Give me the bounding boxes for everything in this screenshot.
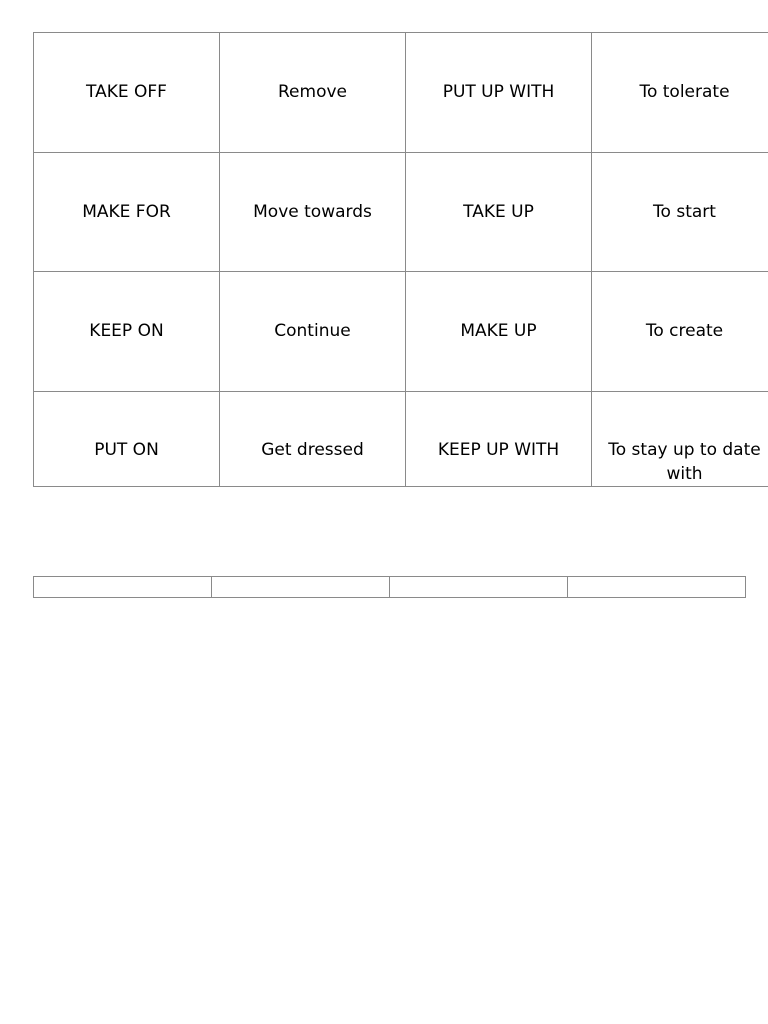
definition-cell: Continue bbox=[220, 272, 406, 392]
phrasal-verb-cell: KEEP UP WITH bbox=[406, 391, 592, 486]
phrasal-verb-cell: PUT UP WITH bbox=[406, 33, 592, 153]
empty-cell bbox=[390, 577, 568, 598]
definition-cell: Move towards bbox=[220, 152, 406, 272]
definition-cell: To stay up to date with bbox=[592, 391, 768, 486]
phrasal-verb-cell: MAKE UP bbox=[406, 272, 592, 392]
definition-cell: To create bbox=[592, 272, 768, 392]
table-row bbox=[34, 152, 768, 272]
phrasal-verb-cell: TAKE OFF bbox=[34, 33, 220, 153]
phrasal-verb-cell: PUT ON bbox=[34, 391, 220, 486]
table-row bbox=[34, 33, 768, 153]
empty-cell bbox=[568, 577, 746, 598]
empty-cell bbox=[212, 577, 390, 598]
table-row bbox=[34, 391, 768, 486]
phrasal-verb-cell: MAKE FOR bbox=[34, 152, 220, 272]
table-row bbox=[34, 577, 746, 598]
empty-cell bbox=[34, 577, 212, 598]
phrasal-verb-cell: KEEP ON bbox=[34, 272, 220, 392]
definition-cell: To tolerate bbox=[592, 33, 768, 153]
phrasal-verb-cell: TAKE UP bbox=[406, 152, 592, 272]
table-row bbox=[34, 272, 768, 392]
definition-cell: Get dressed bbox=[220, 391, 406, 486]
definition-cell: To start bbox=[592, 152, 768, 272]
definition-cell: Remove bbox=[220, 33, 406, 153]
empty-table bbox=[33, 576, 746, 598]
phrasal-verb-card-table bbox=[33, 32, 768, 487]
